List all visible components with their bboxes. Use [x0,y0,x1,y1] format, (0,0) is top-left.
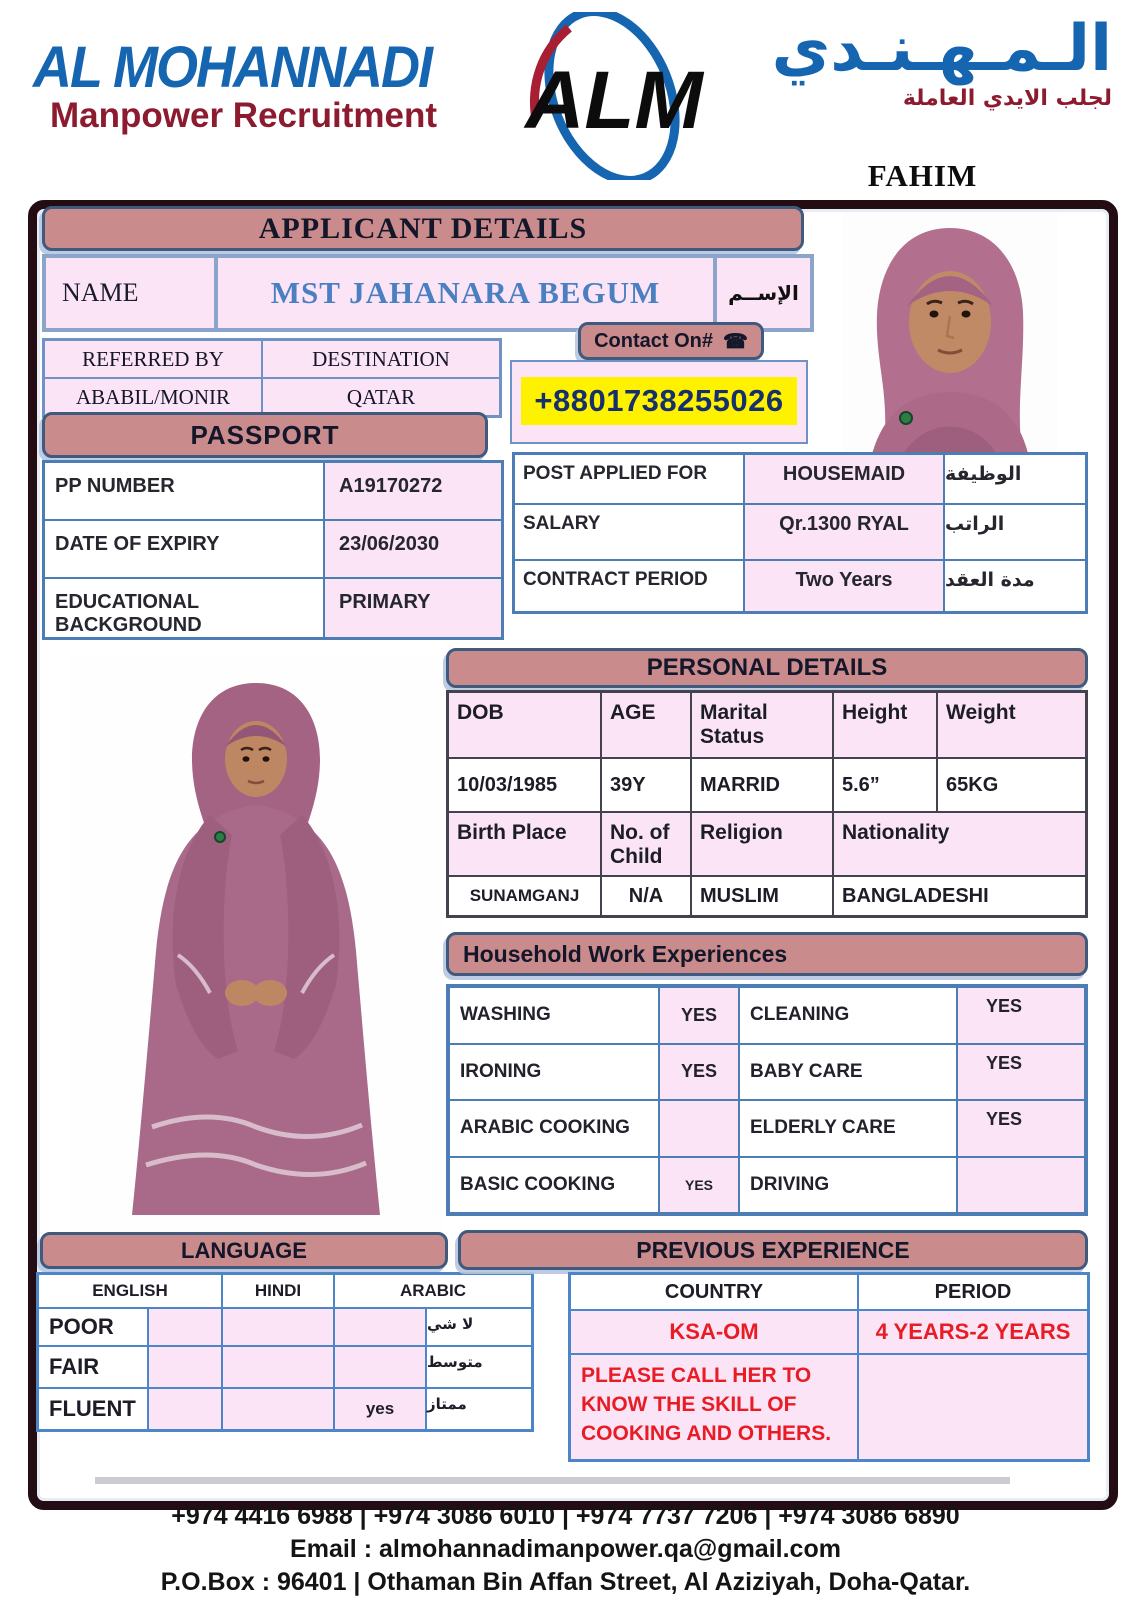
english-column-header: ENGLISH [38,1274,222,1308]
footer [0,1500,1131,1599]
fluent-arabic-value: yes [334,1388,426,1430]
destination-header: DESTINATION [262,340,500,378]
driving-label: DRIVING [739,1157,957,1214]
basic-cooking-value: YES [659,1157,739,1214]
referred-by-value: ABABIL/MONIR [44,378,262,416]
fair-hindi-value [222,1346,334,1388]
country-value: KSA-OM [570,1310,858,1354]
personal-table [446,690,1088,918]
religion-header: Religion [691,812,833,876]
brand-subtitle: Manpower Recruitment [50,96,437,135]
portrait-photo-icon [843,212,1057,458]
experience-note: PLEASE CALL HER TO KNOW THE SKILL OF COOKING AND OTHERS. [570,1354,858,1460]
poor-label: POOR [38,1308,148,1346]
elderly-care-value: YES [957,1100,1085,1157]
svg-text:ALM: ALM [525,55,703,146]
agent-name: FAHIM [867,158,978,193]
arabic-cooking-label: ARABIC COOKING [449,1100,659,1157]
height-header: Height [833,692,937,758]
expiry-label: DATE OF EXPIRY [44,520,324,578]
fair-arabic-value [334,1346,426,1388]
destination-value: QATAR [262,378,500,416]
section-passport: PASSPORT [42,412,488,458]
weight-value: 65KG [937,758,1086,812]
period-value: 4 YEARS-2 YEARS [858,1310,1088,1354]
contact-phone-number: +8801738255026 [521,377,797,425]
language-table [36,1272,534,1432]
dob-value: 10/03/1985 [448,758,601,812]
footer-address: P.O.Box : 96401 | Othaman Bin Affan Street, Al Aziziyah, Doha-Qatar. [160,1568,971,1596]
name-label-arabic: الإســم [715,256,812,330]
footer-phones: +974 4416 6988 | +974 3086 6010 | +974 7737 7206 | +974 3086 6890 [171,1502,960,1530]
washing-label: WASHING [449,987,659,1044]
brand-name: AL MOHANNADI [33,35,431,100]
footer-email: Email : almohannadimanpower.qa@gmail.com [290,1535,841,1563]
fullbody-photo-icon [70,655,442,1237]
cleaning-label: CLEANING [739,987,957,1044]
salary-label: SALARY [514,504,744,560]
experience-note-empty-cell [858,1354,1088,1460]
passport-table [42,460,504,640]
phone-icon: ☎ [722,330,748,353]
section-applicant-details: APPLICANT DETAILS [42,206,804,251]
applicant-portrait-photo [843,212,1057,458]
marital-header: Marital Status [691,692,833,758]
babycare-label: BABY CARE [739,1044,957,1101]
section-language: LANGUAGE [40,1232,448,1269]
section-personal-details: PERSONAL DETAILS [446,648,1088,688]
ironing-label: IRONING [449,1044,659,1101]
pp-number-value: A19170272 [324,462,502,520]
brand-name-arabic: الـمـهـنـدي [771,12,1112,86]
arabic-column-header: ARABIC [334,1274,532,1308]
brand-subtitle-arabic: لجلب الايدي العاملة [902,86,1112,111]
religion-value: MUSLIM [691,876,833,916]
alm-logo [492,12,732,180]
contact-on-badge [578,322,764,360]
age-header: AGE [601,692,691,758]
contact-on-label: Contact On# [594,329,713,352]
elderly-care-label: ELDERLY CARE [739,1100,957,1157]
alm-logo-icon [492,12,732,180]
hindi-column-header: HINDI [222,1274,334,1308]
contract-value: Two Years [744,560,944,612]
children-value: N/A [601,876,691,916]
driving-value [957,1157,1085,1214]
contract-label-arabic: مدة العقد [944,560,1086,612]
poor-arabic-label: لا شي [426,1308,532,1346]
washing-value: YES [659,987,739,1044]
salary-value: Qr.1300 RYAL [744,504,944,560]
arabic-cooking-value [659,1100,739,1157]
weight-header: Weight [937,692,1086,758]
age-value: 39Y [601,758,691,812]
post-label-arabic: الوظيفة [944,454,1086,504]
post-label: POST APPLIED FOR [514,454,744,504]
nationality-value: BANGLADESHI [833,876,1086,916]
salary-label-arabic: الراتب [944,504,1086,560]
scan-artifact-strip [95,1477,1010,1484]
birthplace-value: SUNAMGANJ [448,876,601,916]
education-value: PRIMARY [324,578,502,638]
fluent-arabic-label: ممتاز [426,1388,532,1430]
ironing-value: YES [659,1044,739,1101]
fluent-label: FLUENT [38,1388,148,1430]
previous-experience-table [568,1272,1090,1462]
applicant-fullbody-photo [70,655,442,1237]
contact-phone-box [510,360,808,444]
period-header: PERIOD [858,1274,1088,1310]
household-table [446,984,1088,1216]
section-previous-experience: PREVIOUS EXPERIENCE [458,1230,1088,1270]
dob-header: DOB [448,692,601,758]
babycare-value: YES [957,1044,1085,1101]
fair-arabic-label: متوسط [426,1346,532,1388]
section-household: Household Work Experiences [446,932,1088,976]
country-header: COUNTRY [570,1274,858,1310]
height-value: 5.6” [833,758,937,812]
fluent-english-value [148,1388,222,1430]
name-row [42,254,814,332]
fluent-hindi-value [222,1388,334,1430]
basic-cooking-label: BASIC COOKING [449,1157,659,1214]
nationality-header: Nationality [833,812,1086,876]
poor-english-value [148,1308,222,1346]
poor-hindi-value [222,1308,334,1346]
pp-number-label: PP NUMBER [44,462,324,520]
marital-value: MARRID [691,758,833,812]
name-value: MST JAHANARA BEGUM [216,256,715,330]
brand-arabic-block [700,14,1112,111]
cleaning-value: YES [957,987,1085,1044]
fair-english-value [148,1346,222,1388]
poor-arabic-value [334,1308,426,1346]
referred-by-header: REFERRED BY [44,340,262,378]
name-label: NAME [44,256,216,330]
children-header: No. of Child [601,812,691,876]
birthplace-header: Birth Place [448,812,601,876]
referral-table [42,338,502,418]
job-table [512,452,1088,614]
expiry-value: 23/06/2030 [324,520,502,578]
contract-label: CONTRACT PERIOD [514,560,744,612]
education-label: EDUCATIONAL BACKGROUND [44,578,324,638]
post-value: HOUSEMAID [744,454,944,504]
fair-label: FAIR [38,1346,148,1388]
